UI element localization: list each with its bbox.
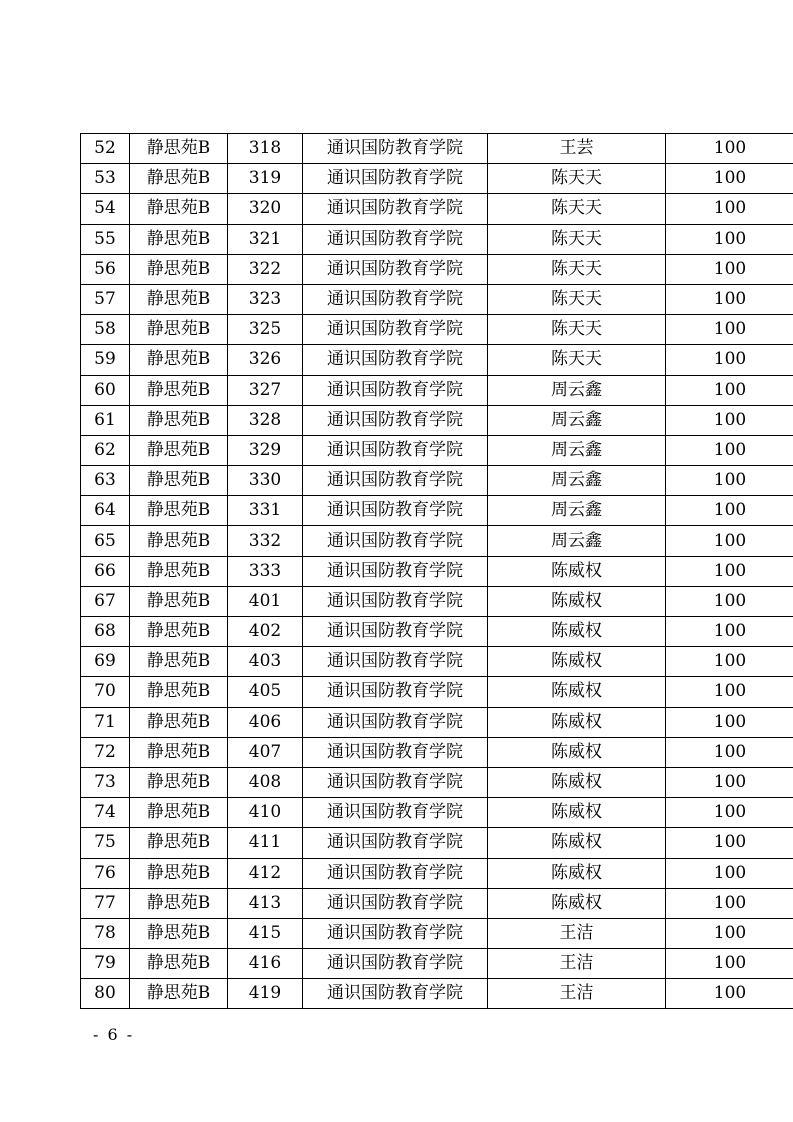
row-index-cell: 55 bbox=[81, 224, 130, 254]
college-cell: 通识国防教育学院 bbox=[303, 405, 488, 435]
score-cell: 100 bbox=[666, 315, 793, 345]
score-cell: 100 bbox=[666, 224, 793, 254]
row-index-cell: 53 bbox=[81, 164, 130, 194]
row-index-cell: 63 bbox=[81, 466, 130, 496]
building-cell: 静思苑B bbox=[130, 526, 228, 556]
room-number-cell: 405 bbox=[228, 677, 303, 707]
score-cell: 100 bbox=[666, 254, 793, 284]
building-cell: 静思苑B bbox=[130, 798, 228, 828]
score-cell: 100 bbox=[666, 405, 793, 435]
table-row bbox=[81, 707, 793, 737]
row-index-cell: 60 bbox=[81, 375, 130, 405]
building-cell: 静思苑B bbox=[130, 888, 228, 918]
score-cell: 100 bbox=[666, 858, 793, 888]
score-cell: 100 bbox=[666, 798, 793, 828]
score-cell: 100 bbox=[666, 284, 793, 314]
row-index-cell: 64 bbox=[81, 496, 130, 526]
table-row bbox=[81, 375, 793, 405]
table-row bbox=[81, 315, 793, 345]
page-number: - 6 - bbox=[93, 1025, 135, 1044]
table-row bbox=[81, 556, 793, 586]
building-cell: 静思苑B bbox=[130, 949, 228, 979]
room-number-cell: 415 bbox=[228, 918, 303, 948]
college-cell: 通识国防教育学院 bbox=[303, 194, 488, 224]
score-cell: 100 bbox=[666, 707, 793, 737]
building-cell: 静思苑B bbox=[130, 315, 228, 345]
table-body bbox=[81, 134, 793, 1009]
table-row bbox=[81, 617, 793, 647]
row-index-cell: 80 bbox=[81, 979, 130, 1009]
building-cell: 静思苑B bbox=[130, 345, 228, 375]
score-cell: 100 bbox=[666, 677, 793, 707]
room-number-cell: 318 bbox=[228, 134, 303, 164]
row-index-cell: 54 bbox=[81, 194, 130, 224]
score-cell: 100 bbox=[666, 979, 793, 1009]
row-index-cell: 79 bbox=[81, 949, 130, 979]
table-row bbox=[81, 254, 793, 284]
room-number-cell: 331 bbox=[228, 496, 303, 526]
counselor-cell: 王洁 bbox=[488, 979, 666, 1009]
table-row bbox=[81, 345, 793, 375]
score-cell: 100 bbox=[666, 586, 793, 616]
building-cell: 静思苑B bbox=[130, 134, 228, 164]
row-index-cell: 67 bbox=[81, 586, 130, 616]
counselor-cell: 陈威权 bbox=[488, 888, 666, 918]
college-cell: 通识国防教育学院 bbox=[303, 858, 488, 888]
table-row bbox=[81, 164, 793, 194]
college-cell: 通识国防教育学院 bbox=[303, 798, 488, 828]
room-number-cell: 328 bbox=[228, 405, 303, 435]
building-cell: 静思苑B bbox=[130, 617, 228, 647]
counselor-cell: 周云鑫 bbox=[488, 435, 666, 465]
score-cell: 100 bbox=[666, 949, 793, 979]
table-row bbox=[81, 435, 793, 465]
room-number-cell: 333 bbox=[228, 556, 303, 586]
counselor-cell: 陈天天 bbox=[488, 315, 666, 345]
building-cell: 静思苑B bbox=[130, 556, 228, 586]
table-row bbox=[81, 888, 793, 918]
score-cell: 100 bbox=[666, 496, 793, 526]
building-cell: 静思苑B bbox=[130, 224, 228, 254]
row-index-cell: 59 bbox=[81, 345, 130, 375]
table-row bbox=[81, 798, 793, 828]
row-index-cell: 78 bbox=[81, 918, 130, 948]
score-cell: 100 bbox=[666, 617, 793, 647]
room-number-cell: 401 bbox=[228, 586, 303, 616]
building-cell: 静思苑B bbox=[130, 647, 228, 677]
room-number-cell: 327 bbox=[228, 375, 303, 405]
row-index-cell: 68 bbox=[81, 617, 130, 647]
college-cell: 通识国防教育学院 bbox=[303, 164, 488, 194]
row-index-cell: 71 bbox=[81, 707, 130, 737]
college-cell: 通识国防教育学院 bbox=[303, 224, 488, 254]
room-number-cell: 412 bbox=[228, 858, 303, 888]
counselor-cell: 陈天天 bbox=[488, 194, 666, 224]
table-row bbox=[81, 828, 793, 858]
table-row bbox=[81, 284, 793, 314]
row-index-cell: 65 bbox=[81, 526, 130, 556]
building-cell: 静思苑B bbox=[130, 677, 228, 707]
counselor-cell: 陈威权 bbox=[488, 798, 666, 828]
counselor-cell: 陈天天 bbox=[488, 345, 666, 375]
room-number-cell: 325 bbox=[228, 315, 303, 345]
room-number-cell: 406 bbox=[228, 707, 303, 737]
counselor-cell: 周云鑫 bbox=[488, 405, 666, 435]
college-cell: 通识国防教育学院 bbox=[303, 315, 488, 345]
building-cell: 静思苑B bbox=[130, 496, 228, 526]
room-number-cell: 419 bbox=[228, 979, 303, 1009]
college-cell: 通识国防教育学院 bbox=[303, 828, 488, 858]
college-cell: 通识国防教育学院 bbox=[303, 586, 488, 616]
counselor-cell: 陈威权 bbox=[488, 767, 666, 797]
college-cell: 通识国防教育学院 bbox=[303, 435, 488, 465]
college-cell: 通识国防教育学院 bbox=[303, 647, 488, 677]
table-row bbox=[81, 949, 793, 979]
counselor-cell: 王洁 bbox=[488, 918, 666, 948]
college-cell: 通识国防教育学院 bbox=[303, 254, 488, 284]
room-number-cell: 408 bbox=[228, 767, 303, 797]
table-row bbox=[81, 918, 793, 948]
row-index-cell: 74 bbox=[81, 798, 130, 828]
score-cell: 100 bbox=[666, 918, 793, 948]
row-index-cell: 76 bbox=[81, 858, 130, 888]
counselor-cell: 周云鑫 bbox=[488, 526, 666, 556]
score-cell: 100 bbox=[666, 767, 793, 797]
college-cell: 通识国防教育学院 bbox=[303, 375, 488, 405]
row-index-cell: 73 bbox=[81, 767, 130, 797]
counselor-cell: 陈威权 bbox=[488, 617, 666, 647]
building-cell: 静思苑B bbox=[130, 707, 228, 737]
college-cell: 通识国防教育学院 bbox=[303, 617, 488, 647]
college-cell: 通识国防教育学院 bbox=[303, 888, 488, 918]
table-row bbox=[81, 526, 793, 556]
score-cell: 100 bbox=[666, 888, 793, 918]
college-cell: 通识国防教育学院 bbox=[303, 677, 488, 707]
building-cell: 静思苑B bbox=[130, 828, 228, 858]
building-cell: 静思苑B bbox=[130, 194, 228, 224]
table-row bbox=[81, 586, 793, 616]
counselor-cell: 陈威权 bbox=[488, 677, 666, 707]
row-index-cell: 69 bbox=[81, 647, 130, 677]
college-cell: 通识国防教育学院 bbox=[303, 496, 488, 526]
counselor-cell: 陈威权 bbox=[488, 586, 666, 616]
room-number-cell: 416 bbox=[228, 949, 303, 979]
row-index-cell: 61 bbox=[81, 405, 130, 435]
counselor-cell: 周云鑫 bbox=[488, 496, 666, 526]
building-cell: 静思苑B bbox=[130, 466, 228, 496]
row-index-cell: 66 bbox=[81, 556, 130, 586]
college-cell: 通识国防教育学院 bbox=[303, 767, 488, 797]
score-cell: 100 bbox=[666, 375, 793, 405]
row-index-cell: 77 bbox=[81, 888, 130, 918]
score-cell: 100 bbox=[666, 737, 793, 767]
room-number-cell: 323 bbox=[228, 284, 303, 314]
table-row bbox=[81, 858, 793, 888]
score-cell: 100 bbox=[666, 526, 793, 556]
counselor-cell: 王洁 bbox=[488, 949, 666, 979]
college-cell: 通识国防教育学院 bbox=[303, 466, 488, 496]
counselor-cell: 陈威权 bbox=[488, 647, 666, 677]
score-cell: 100 bbox=[666, 164, 793, 194]
room-number-cell: 329 bbox=[228, 435, 303, 465]
building-cell: 静思苑B bbox=[130, 858, 228, 888]
room-number-cell: 319 bbox=[228, 164, 303, 194]
counselor-cell: 陈天天 bbox=[488, 224, 666, 254]
dormitory-table bbox=[80, 133, 793, 1009]
row-index-cell: 70 bbox=[81, 677, 130, 707]
college-cell: 通识国防教育学院 bbox=[303, 526, 488, 556]
table-row bbox=[81, 647, 793, 677]
score-cell: 100 bbox=[666, 435, 793, 465]
score-cell: 100 bbox=[666, 134, 793, 164]
college-cell: 通识国防教育学院 bbox=[303, 134, 488, 164]
counselor-cell: 周云鑫 bbox=[488, 375, 666, 405]
score-cell: 100 bbox=[666, 466, 793, 496]
row-index-cell: 52 bbox=[81, 134, 130, 164]
counselor-cell: 陈天天 bbox=[488, 164, 666, 194]
college-cell: 通识国防教育学院 bbox=[303, 284, 488, 314]
table-row bbox=[81, 224, 793, 254]
counselor-cell: 王芸 bbox=[488, 134, 666, 164]
college-cell: 通识国防教育学院 bbox=[303, 345, 488, 375]
table-row bbox=[81, 979, 793, 1009]
room-number-cell: 321 bbox=[228, 224, 303, 254]
table-row bbox=[81, 466, 793, 496]
counselor-cell: 陈天天 bbox=[488, 284, 666, 314]
room-number-cell: 411 bbox=[228, 828, 303, 858]
college-cell: 通识国防教育学院 bbox=[303, 556, 488, 586]
building-cell: 静思苑B bbox=[130, 586, 228, 616]
table-row bbox=[81, 496, 793, 526]
building-cell: 静思苑B bbox=[130, 284, 228, 314]
room-number-cell: 402 bbox=[228, 617, 303, 647]
score-cell: 100 bbox=[666, 345, 793, 375]
college-cell: 通识国防教育学院 bbox=[303, 918, 488, 948]
building-cell: 静思苑B bbox=[130, 164, 228, 194]
room-number-cell: 413 bbox=[228, 888, 303, 918]
row-index-cell: 58 bbox=[81, 315, 130, 345]
building-cell: 静思苑B bbox=[130, 979, 228, 1009]
counselor-cell: 陈威权 bbox=[488, 737, 666, 767]
table-row bbox=[81, 134, 793, 164]
score-cell: 100 bbox=[666, 828, 793, 858]
row-index-cell: 62 bbox=[81, 435, 130, 465]
building-cell: 静思苑B bbox=[130, 918, 228, 948]
table-row bbox=[81, 194, 793, 224]
room-number-cell: 320 bbox=[228, 194, 303, 224]
table-row bbox=[81, 405, 793, 435]
room-number-cell: 332 bbox=[228, 526, 303, 556]
counselor-cell: 陈威权 bbox=[488, 828, 666, 858]
row-index-cell: 72 bbox=[81, 737, 130, 767]
counselor-cell: 陈威权 bbox=[488, 707, 666, 737]
building-cell: 静思苑B bbox=[130, 375, 228, 405]
score-cell: 100 bbox=[666, 556, 793, 586]
room-number-cell: 407 bbox=[228, 737, 303, 767]
score-cell: 100 bbox=[666, 194, 793, 224]
college-cell: 通识国防教育学院 bbox=[303, 979, 488, 1009]
building-cell: 静思苑B bbox=[130, 737, 228, 767]
counselor-cell: 陈威权 bbox=[488, 858, 666, 888]
counselor-cell: 周云鑫 bbox=[488, 466, 666, 496]
table-row bbox=[81, 767, 793, 797]
college-cell: 通识国防教育学院 bbox=[303, 949, 488, 979]
row-index-cell: 57 bbox=[81, 284, 130, 314]
room-number-cell: 326 bbox=[228, 345, 303, 375]
college-cell: 通识国防教育学院 bbox=[303, 707, 488, 737]
building-cell: 静思苑B bbox=[130, 767, 228, 797]
room-number-cell: 330 bbox=[228, 466, 303, 496]
room-number-cell: 403 bbox=[228, 647, 303, 677]
counselor-cell: 陈天天 bbox=[488, 254, 666, 284]
building-cell: 静思苑B bbox=[130, 254, 228, 284]
college-cell: 通识国防教育学院 bbox=[303, 737, 488, 767]
table-row bbox=[81, 737, 793, 767]
building-cell: 静思苑B bbox=[130, 435, 228, 465]
room-number-cell: 410 bbox=[228, 798, 303, 828]
row-index-cell: 56 bbox=[81, 254, 130, 284]
building-cell: 静思苑B bbox=[130, 405, 228, 435]
room-number-cell: 322 bbox=[228, 254, 303, 284]
table-row bbox=[81, 677, 793, 707]
row-index-cell: 75 bbox=[81, 828, 130, 858]
score-cell: 100 bbox=[666, 647, 793, 677]
counselor-cell: 陈威权 bbox=[488, 556, 666, 586]
